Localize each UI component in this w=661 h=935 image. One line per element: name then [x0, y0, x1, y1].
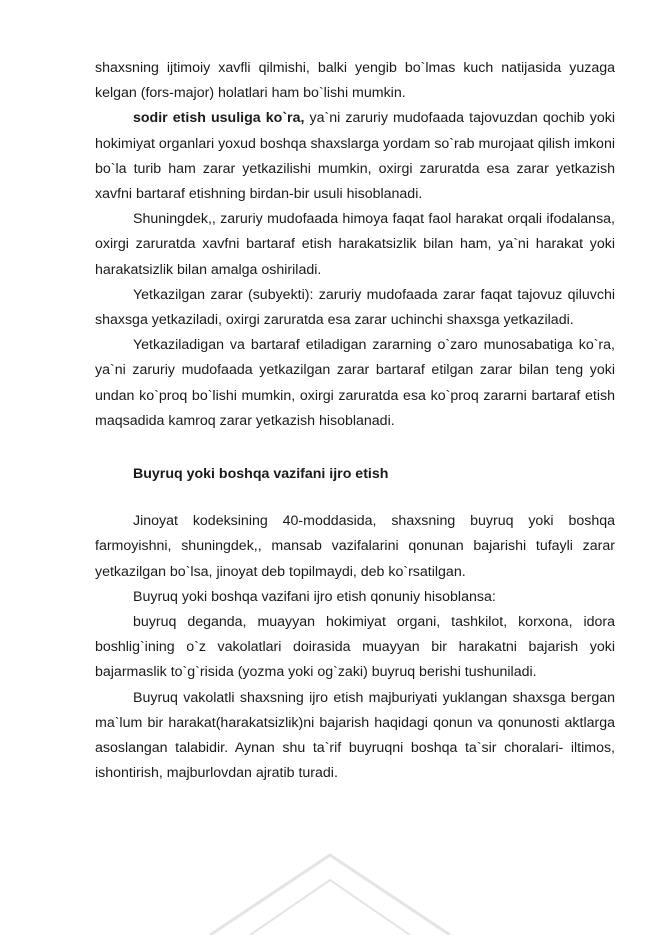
paragraph-8: buyruq deganda, muayyan hokimiyat organi, tashkilot, korxona, idora boshlig`ining o`z vakolatlari doirasida muayyan bir harakatni bajarish yoki bajarmaslik to`g`risida (yozma yoki og`zaki) buyruq berishi tushuniladi.: [95, 614, 615, 681]
paragraph-6: Jinoyat kodeksining 40-moddasida, shaxsning buyruq yoki boshqa farmoyishni, shuningdek,, mansab vazifalarini qonunan bajarishi tufayli zarar yetkazilgan bo`lsa, jinoyat deb topilmaydi, deb ko`rsatilgan.: [95, 513, 615, 580]
paragraph-2: sodir etish usuliga ko`ra, ya`ni zaruriy mudofaada tajovuzdan qochib yoki hokimiyat organlari yoxud boshqa shaxslarga yordam so`rab murojaat qilish imkoni bo`la turib ham zarar yetkazilishi mumkin, oxirgi zaruratda esa zarar yetkazish xavfni bartaraf etishning birdan-bir usuli hisoblanadi.: [95, 110, 615, 203]
section-heading: Buyruq yoki boshqa vazifani ijro etish: [133, 466, 389, 483]
paragraph-4: Yetkazilgan zarar (subyekti): zaruriy mudofaada zarar faqat tajovuz qiluvchi shaxsga yetkaziladi, oxirgi zaruratda esa zarar uchinchi shaxsga yetkaziladi.: [95, 286, 615, 329]
paragraph-7: Buyruq yoki boshqa vazifani ijro etish qonuniy hisoblansa:: [133, 588, 496, 605]
bold-lead: sodir etish usuliga ko`ra,: [133, 110, 305, 127]
paragraph-5: Yetkaziladigan va bartaraf etiladigan zararning o`zaro munosabatiga ko`ra, ya`ni zaruriy mudofaada yetkazilgan zarar bartaraf etilgan zarar bilan teng yoki undan ko`proq bo`lishi mumkin, oxirgi zaruratda esa ko`proq zararni bartaraf etish maqsadida kamroq zarar yetkazish hisoblanadi.: [95, 337, 615, 429]
paragraph-9: Buyruq vakolatli shaxsning ijro etish majburiyati yuklangan shaxsga bergan ma`lum bir harakat(harakatsizlik)ni bajarish haqidagi qonun va qonunosti aktlarga asoslangan talabidir. Aynan shu ta`rif buyruqni boshqa ta`sir choralari- iltimos, ishontirish, majburlovdan ajratib turadi.: [95, 689, 615, 782]
watermark-logo-icon: [190, 835, 470, 935]
paragraph-1: shaxsning ijtimoiy xavfli qilmishi, balki yengib bo`lmas kuch natijasida yuzaga kelgan (fors-major) holatlari ham bo`lishi mumkin.: [95, 60, 615, 102]
paragraph-3: Shuningdek,, zaruriy mudofaada himoya faqat faol harakat orqali ifodalansa, oxirgi zaruratda xavfni bartaraf etish harakatsizlik bilan ham, ya`ni harakat yoki harakatsizlik bilan amalga oshiriladi.: [95, 211, 615, 278]
document-page: [95, 56, 615, 786]
